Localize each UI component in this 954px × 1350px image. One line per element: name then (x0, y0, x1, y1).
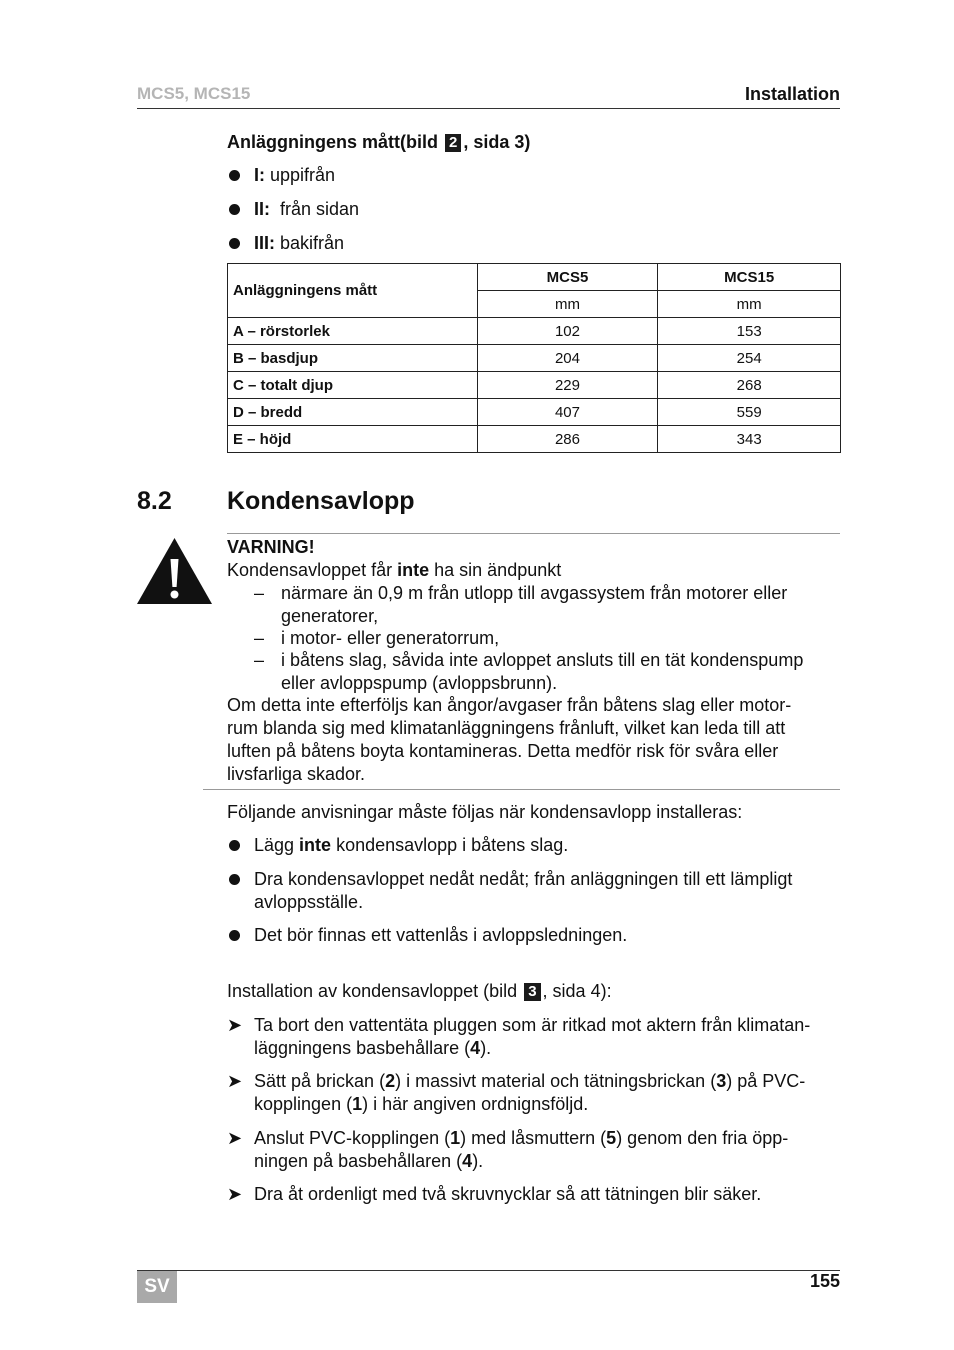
warning-item: närmare än 0,9 m från utlopp till avgassystem från motorer eller generatorer, (281, 583, 788, 626)
table-row: C – totalt djup 229 268 (228, 372, 841, 399)
install-heading: Installation av kondensavloppet (bild 3 , sida 4): (227, 981, 612, 1001)
dimensions-heading: Anläggningens mått(bild 2 , sida 3) (227, 132, 531, 152)
view-item: I: uppifrån (254, 165, 336, 185)
figure-ref-badge: 3 (524, 983, 540, 1001)
install-step: Ta bort den vattentäta pluggen som är ritkad mot aktern från klimatan- läggningens basbehållare (4). (254, 1015, 811, 1058)
bullet-icon (229, 930, 240, 941)
arrow-right-icon: ➤ (227, 1184, 243, 1204)
table-header-row (228, 264, 841, 291)
header-rule (137, 108, 840, 109)
section-number: 8.2 (137, 487, 172, 515)
dash-marker: – (254, 583, 265, 603)
table-row: B – basdjup 204 254 (228, 345, 841, 372)
dash-marker: – (254, 628, 265, 648)
instruction-item: Det bör finnas ett vattenlås i avloppsledningen. (254, 925, 628, 945)
warning-item: i båtens slag, såvida inte avloppet ansluts till en tät kondenspump eller avloppspump (avloppsbrunn). (281, 650, 804, 693)
table-row: A – rörstorlek 102 153 (228, 318, 841, 345)
dash-marker: – (254, 650, 265, 670)
footer-rule (137, 1270, 840, 1271)
table-unit: mm (477, 291, 658, 318)
table-row: D – bredd 407 559 (228, 399, 841, 426)
install-step: Dra åt ordenligt med två skruvnycklar så att tätningen blir säker. (254, 1184, 762, 1204)
instruction-item: Lägg inte kondensavlopp i båtens slag. (254, 835, 569, 855)
warning-top-rule (227, 533, 840, 534)
table-header-mcs5: MCS5 (477, 264, 658, 291)
arrow-right-icon: ➤ (227, 1015, 243, 1035)
language-badge: SV (137, 1271, 177, 1303)
warning-title: VARNING! (227, 537, 315, 557)
section-title: Kondensavlopp (227, 487, 415, 515)
instructions-intro: Följande anvisningar måste följas när kondensavlopp installeras: (227, 802, 743, 822)
warning-triangle-icon (136, 537, 213, 605)
page-number: 155 (809, 1271, 840, 1291)
figure-ref-badge: 2 (445, 134, 461, 152)
warning-bottom-rule (203, 789, 840, 790)
warning-item: i motor- eller generatorrum, (281, 628, 500, 648)
bullet-icon (229, 874, 240, 885)
table-unit: mm (658, 291, 841, 318)
header-section: Installation (744, 84, 840, 104)
warning-paragraph: Om detta inte efterföljs kan ångor/avgaser från båtens slag eller motor- rum blanda sig med klimatanläggningens frånluft, vilket kan leda till att luften på båtens boyta kontamineras. Detta medför risk för svåra eller livsfarliga skador. (227, 695, 792, 784)
view-item: III: bakifrån (254, 233, 345, 253)
table-header-mcs15: MCS15 (658, 264, 841, 291)
table-row: E – höjd 286 343 (228, 426, 841, 453)
warning-intro: Kondensavloppet får inte ha sin ändpunkt (227, 560, 562, 580)
arrow-right-icon: ➤ (227, 1128, 243, 1148)
bullet-icon (229, 170, 240, 181)
view-item: II: från sidan (254, 199, 360, 219)
bullet-icon (229, 840, 240, 851)
bullet-icon (229, 204, 240, 215)
dimensions-table (227, 263, 841, 453)
install-step: Anslut PVC-kopplingen (1) med låsmuttern (5) genom den fria öpp- ningen på basbehållaren (4). (254, 1128, 789, 1171)
bullet-icon (229, 238, 240, 249)
header-product: MCS5, MCS15 (137, 84, 251, 103)
install-step: Sätt på brickan (2) i massivt material och tätningsbrickan (3) på PVC- kopplingen (1) i här angiven ordnignsföljd. (254, 1071, 806, 1114)
table-header-label: Anläggningens mått (228, 264, 478, 318)
instruction-item: Dra kondensavloppet nedåt nedåt; från anläggningen till ett lämpligt avloppsställe. (254, 869, 793, 912)
arrow-right-icon: ➤ (227, 1071, 243, 1091)
